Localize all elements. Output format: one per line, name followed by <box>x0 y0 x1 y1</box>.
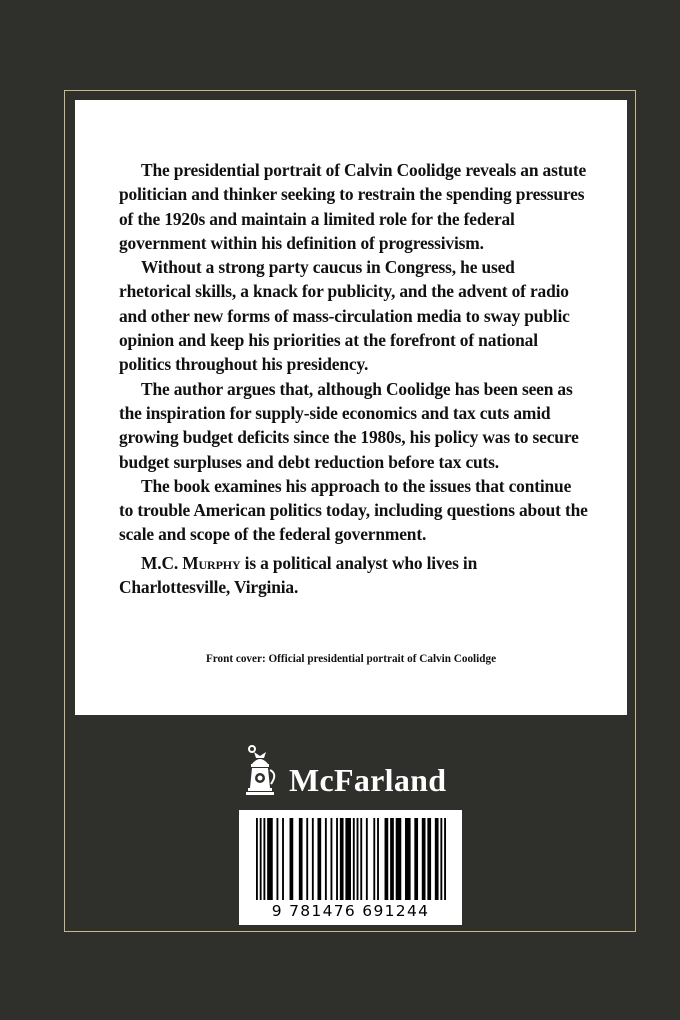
barcode-bar <box>353 818 355 900</box>
barcode-bar <box>340 818 344 900</box>
barcode-bar <box>366 818 368 900</box>
author-surname: Murphy <box>182 553 241 573</box>
blurb-paragraph: The author argues that, although Coolidge has been seen as the inspiration for supply-side economics and tax cuts amid growing budget deficits since the 1980s, his policy was to secure budget surpluses and debt reduction before tax cuts. <box>119 378 579 472</box>
barcode-bar <box>390 818 394 900</box>
barcode-bar <box>373 818 375 900</box>
barcode-bar <box>306 818 308 900</box>
barcode-bar <box>422 818 426 900</box>
blurb-paragraph: The book examines his approach to the issues that continue to trouble American politics today, including questions about the scale and scope of the federal government. <box>119 475 588 545</box>
barcode-bar <box>357 818 359 900</box>
barcode-bar <box>336 818 338 900</box>
lantern-icon <box>240 744 284 800</box>
barcode-bar <box>427 818 431 900</box>
barcode-bar <box>290 818 294 900</box>
barcode-bar <box>260 818 262 900</box>
cover-credit: Front cover: Official presidential portrait of Calvin Coolidge <box>205 653 497 665</box>
book-description <box>119 158 589 547</box>
author-bio <box>119 551 589 600</box>
barcode-bar <box>267 818 273 900</box>
isbn-number: 9 781476 691244 <box>271 902 430 920</box>
barcode-bar <box>282 818 284 900</box>
barcode-bar <box>263 818 265 900</box>
barcode-bar <box>345 818 351 900</box>
barcode-bar <box>385 818 389 900</box>
author-bio-text: is a political analyst who lives in Charlottesville, Virginia. <box>119 553 478 598</box>
barcode-bar <box>396 818 402 900</box>
barcode-bar <box>299 818 303 900</box>
barcode-bar <box>435 818 439 900</box>
barcode-bar <box>440 818 442 900</box>
barcode-bar <box>317 818 321 900</box>
barcode-bar <box>414 818 418 900</box>
barcode-bar <box>276 818 278 900</box>
barcode-bar <box>312 818 314 900</box>
author-initials: M.C. <box>141 553 179 573</box>
barcode-bar <box>331 818 333 900</box>
barcode-bars <box>256 818 446 900</box>
barcode-bar <box>405 818 411 900</box>
blurb-paragraph: Without a strong party caucus in Congress, he used rhetorical skills, a knack for publicity, and the advent of radio and other new forms of mass-circulation media to sway public opinion and keep his priorities at the forefront of national politics throughout his presidency. <box>119 257 570 375</box>
blurb-paragraph: The presidential portrait of Calvin Coolidge reveals an astute politician and thinker seeking to restrain the spending pressures of the 1920s and maintain a limited role for the federal government within his definition of progressivism. <box>119 160 587 253</box>
barcode-bar <box>256 818 258 900</box>
barcode-bar <box>377 818 379 900</box>
barcode-bar <box>444 818 446 900</box>
barcode-bar <box>325 818 327 900</box>
barcode-bar <box>360 818 362 900</box>
publisher-name: McFarland <box>289 762 447 798</box>
barcode <box>239 810 462 925</box>
